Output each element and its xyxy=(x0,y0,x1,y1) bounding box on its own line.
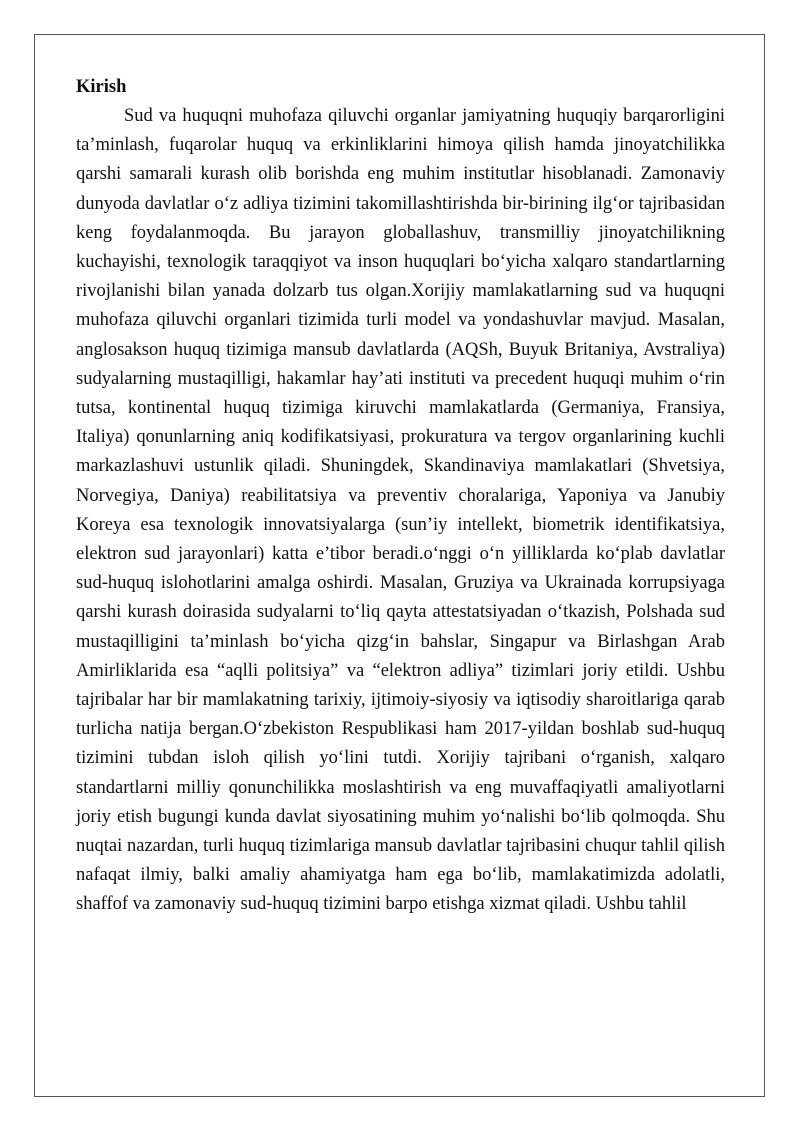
section-heading: Kirish xyxy=(76,77,127,97)
document-content xyxy=(76,70,725,920)
body-paragraph: Sud va huquqni muhofaza qiluvchi organlar jamiyatning huquqiy barqarorligini ta’minlash, fuqarolar huquq va erkinliklarini himoya qilish hamda jinoyatchilikka qarshi samarali kurash olib borishda eng muhim institutlar hisoblanadi. Zamonaviy dunyoda davlatlar o‘z adliya tizimini takomillashtirishda bir-birining ilg‘or tajribasidan keng foydalanmoqda. Bu jarayon globallashuv, transmilliy jinoyatchilikning kuchayishi, texnologik taraqqiyot va inson huquqlari bo‘yicha xalqaro standartlarning rivojlanishi bilan yanada dolzarb tus olgan.Xorijiy mamlakatlarning sud va huquqni muhofaza qiluvchi organlari tizimida turli model va yondashuvlar mavjud. Masalan, anglosakson huquq tizimiga mansub davlatlarda (AQSh, Buyuk Britaniya, Avstraliya) sudyalarning mustaqilligi, hakamlar hay’ati instituti va precedent huquqi muhim o‘rin tutsa, kontinental huquq tizimiga kiruvchi mamlakatlarda (Germaniya, Fransiya, Italiya) qonunlarning aniq kodifikatsiyasi, prokuratura va tergov organlarining kuchli markazlashuvi ustunlik qiladi. Shuningdek, Skandinaviya mamlakatlari (Shvetsiya, Norvegiya, Daniya) reabilitatsiya va preventiv choralariga, Yaponiya va Janubiy Koreya esa texnologik innovatsiyalarga (sun’iy intellekt, biometrik identifikatsiya, elektron sud jarayonlari) katta e’tibor beradi.o‘nggi o‘n yilliklarda ko‘plab davlatlar sud-huquq islohotlarini amalga oshirdi. Masalan, Gruziya va Ukrainada korrupsiyaga qarshi kurash doirasida sudyalarni to‘liq qayta attestatsiyadan o‘tkazish, Polshada sud mustaqilligini ta’minlash bo‘yicha qizg‘in bahslar, Singapur va Birlashgan Arab Amirliklarida esa “aqlli politsiya” va “elektron adliya” tizimlari joriy etildi. Ushbu tajribalar har bir mamlakatning tarixiy, ijtimoiy-siyosiy va iqtisodiy sharoitlariga qarab turlicha natija bergan.O‘zbekiston Respublikasi ham 2017-yildan boshlab sud-huquq tizimini tubdan isloh qilish yo‘lini tutdi. Xorijiy tajribani o‘rganish, xalqaro standartlarni milliy qonunchilikka moslashtirish va eng muvaffaqiyatli amaliyotlarni joriy etish bugungi kunda davlat siyosatining muhim yo‘nalishi bo‘lib qolmoqda. Shu nuqtai nazardan, turli huquq tizimlariga mansub davlatlar tajribasini chuqur tahlil qilish nafaqat ilmiy, balki amaliy ahamiyatga ham ega bo‘lib, mamlakatimizda adolatli, shaffof va zamonaviy sud-huquq tizimini barpo etishga xizmat qiladi. Ushbu tahlil xyxy=(76,106,725,915)
